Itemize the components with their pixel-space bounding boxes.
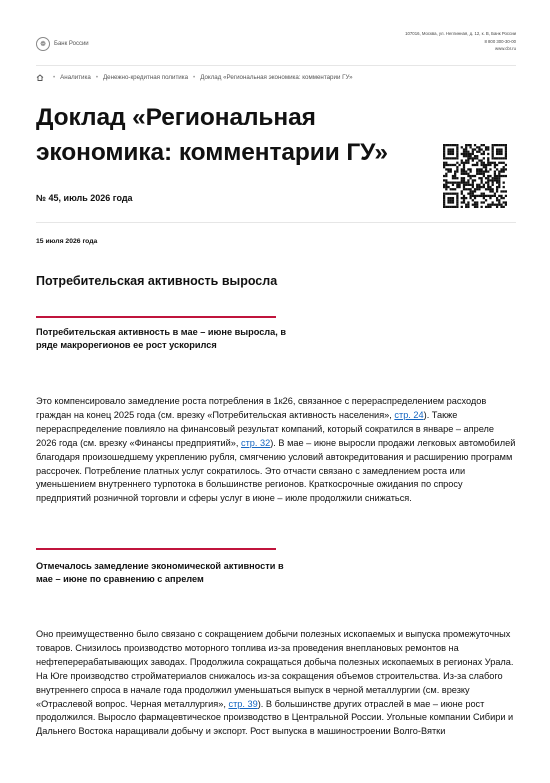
link-page-32[interactable]: стр. 32	[241, 437, 271, 448]
breadcrumb-separator: •	[193, 74, 196, 81]
paragraph-economic-slowdown	[36, 628, 516, 739]
header-divider	[36, 65, 516, 66]
publication-date: 15 июля 2026 года	[36, 238, 98, 245]
issue-divider	[36, 222, 516, 223]
lead-consumer-activity: Потребительская активность в мае – июне выросла, в ряде макрорегионов ее рост ускорился	[36, 327, 287, 351]
lead-accent-line	[36, 316, 276, 318]
bank-emblem-icon: ❁	[36, 37, 50, 51]
page-title: Доклад «Региональная экономика: комментарии ГУ»	[36, 104, 388, 166]
breadcrumb-separator: •	[53, 74, 56, 81]
text-segment: ). В большинстве других отраслей в мае – июне рост продолжился. Выросло фармацевтическое производство в Центральной России. Угольные компании Сибири и Дальнего Востока наращивали добычу и экспорт. Рост выпуска в машиностроении Волго-Вятки	[36, 698, 514, 737]
bank-logo[interactable]	[36, 37, 89, 51]
contact-phone: 8 800 300-30-00	[484, 38, 516, 44]
lead-accent-line	[36, 548, 276, 550]
contact-info	[405, 30, 516, 53]
issue-number: № 45, июль 2026 года	[36, 193, 133, 203]
link-page-24[interactable]: стр. 24	[394, 409, 424, 420]
link-page-39[interactable]: стр. 39	[228, 698, 258, 709]
text-segment: Оно преимущественно было связано с сокращением добычи полезных ископаемых и выпуска промежуточных товаров. Снизилось производство моторного топлива из-за проведения внеплановых ремонтов на нефтеперерабатывающих заводах. Продолжила сокращаться добыча полезных ископаемых в регионах Урала. На Юге производство стройматериалов снижалось из-за сокращения объемов строительства. Из-за слабого внутреннего спроса в начале года продолжил уменьшаться выпуск в черной металлургии (см. врезку «Отраслевой вопрос. Черная металлургия»,	[36, 629, 514, 709]
bank-name: Банк России	[54, 41, 89, 47]
breadcrumb-analytics[interactable]: Аналитика	[60, 74, 91, 81]
breadcrumb-separator: •	[95, 74, 98, 81]
lead-economic-slowdown: Отмечалось замедление экономической активности в мае – июне по сравнению с апрелем	[36, 561, 284, 585]
text-segment: ). Также перераспределение повлияло на финансовый результат компаний, который сократился в январе – апреле 2026 года (см. врезку «Финансы предприятий»,	[36, 409, 494, 448]
text-segment: Это компенсировало замедление роста потребления в 1к26, связанное с перераспределением расходов граждан на конец 2025 года (см. врезку «Потребительская активность населения»,	[36, 396, 487, 420]
home-icon[interactable]	[36, 74, 44, 81]
contact-website: www.cbr.ru	[494, 46, 516, 51]
paragraph-consumer-activity	[36, 395, 516, 506]
breadcrumb-current: Доклад «Региональная экономика: комментарии ГУ»	[200, 74, 353, 81]
breadcrumb-monetary-policy[interactable]: Денежно-кредитная политика	[102, 74, 189, 81]
contact-address: 107016, Москва, ул. Неглинная, д. 12, к. В, Банк России	[405, 31, 516, 36]
qr-code	[443, 144, 507, 208]
section-title: Потребительская активность выросла	[36, 274, 278, 288]
breadcrumb	[36, 74, 353, 81]
text-segment: ). В мае – июне выросли продажи легковых автомобилей благодаря произошедшему укреплению рубля, смягчению условий автокредитования и расширению программ рассрочек. Потребление платных услуг сократилось. Это отчасти связано с замедлением роста или уменьшением внутреннего турпотока в большинстве регионов. Краткосрочные ожидания по спросу предприятий розничной торговли и сферы услуг в июне – июле продолжили снижаться.	[36, 437, 516, 504]
